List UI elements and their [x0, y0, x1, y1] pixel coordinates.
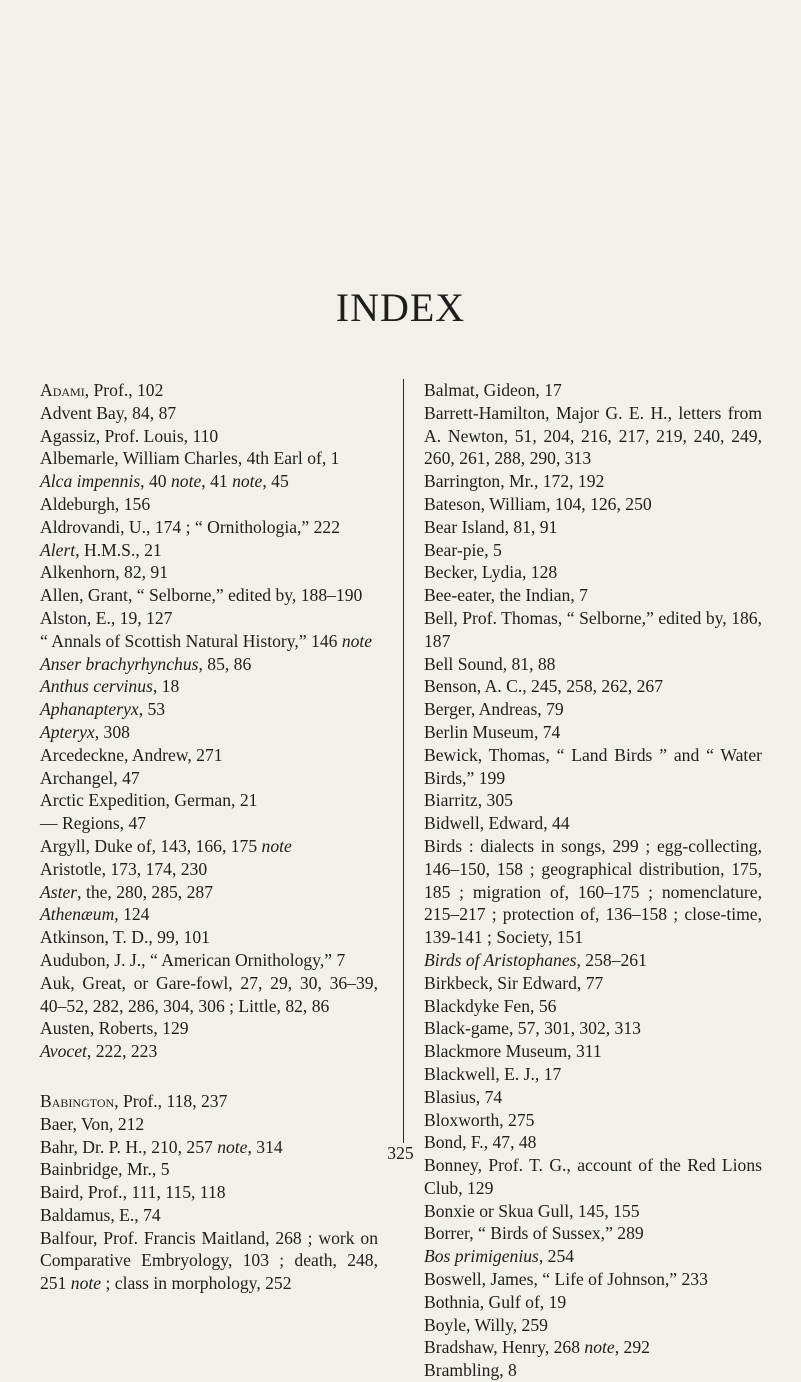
index-entry [40, 379, 378, 402]
index-entry [424, 402, 762, 470]
index-entry [40, 1017, 378, 1040]
index-italic-text: note [217, 1136, 248, 1157]
index-text: Black-game, 57, 301, 302, 313 [424, 1018, 641, 1039]
index-text: Aldrovandi, U., 174 ; “ Ornithologia,” 222 [40, 516, 341, 537]
index-text: Boswell, James, “ Life of Johnson,” 233 [424, 1269, 708, 1290]
index-entry [424, 379, 762, 402]
index-text: Arcedeckne, Andrew, 271 [40, 744, 223, 765]
index-entry [40, 1113, 378, 1136]
index-text: Alston, E., 19, 127 [40, 607, 173, 628]
index-entry [424, 1359, 762, 1382]
index-text: , Prof., 102 [84, 380, 164, 400]
index-text: Argyll, Duke of, 143, 166, 175 [40, 835, 262, 856]
index-entry [40, 835, 378, 858]
index-text: Balmat, Gideon, 17 [424, 380, 562, 400]
index-text: Barrett-Hamilton, Major G. E. H., letters from A. Newton, 51, 204, 216, 217, 219, 240, 249, 260, 261, 288, 290, 313 [424, 402, 762, 469]
index-italic-text: Anser brachyrhynchus [40, 653, 199, 674]
index-text: , H.M.S., 21 [75, 539, 162, 560]
index-italic-text: Anthus cervinus [40, 676, 153, 697]
index-text: Blackwell, E. J., 17 [424, 1063, 562, 1084]
index-italic-text: Aphanapteryx [40, 699, 139, 720]
index-text: Bradshaw, Henry, 268 [424, 1337, 585, 1358]
index-text: Audubon, J. J., “ American Ornithology,” 7 [40, 949, 346, 970]
index-entry [40, 630, 378, 653]
index-entry [424, 607, 762, 653]
index-entry [40, 881, 378, 904]
index-text: Bond, F., 47, 48 [424, 1132, 537, 1153]
page-title: INDEX [335, 285, 466, 330]
index-text: Bloxworth, 275 [424, 1109, 535, 1130]
index-text: , 314 [247, 1136, 283, 1157]
index-entry [40, 744, 378, 767]
index-italic-text: Bos primigenius [424, 1246, 539, 1267]
index-text: Aldeburgh, 156 [40, 493, 151, 514]
index-entry [424, 1086, 762, 1109]
index-entry [424, 539, 762, 562]
index-text: Balfour, Prof. Francis Maitland, 268 ; work on Comparative Embryology, 103 ; death, 248, 251 [40, 1227, 378, 1294]
index-text: Birkbeck, Sir Edward, 77 [424, 972, 604, 993]
index-entry [424, 744, 762, 790]
index-entry [40, 584, 378, 607]
index-entry [40, 1090, 378, 1113]
index-text: Bell, Prof. Thomas, “ Selborne,” edited by, 186, 187 [424, 607, 762, 651]
index-entry [424, 1245, 762, 1268]
index-text: Berger, Andreas, 79 [424, 699, 564, 720]
index-entry [40, 903, 378, 926]
page-number: 325 [387, 1143, 414, 1163]
index-text: , the, 280, 285, 287 [77, 881, 213, 902]
index-entry [424, 1336, 762, 1359]
index-text: Boyle, Willy, 259 [424, 1314, 548, 1335]
index-text: Austen, Roberts, 129 [40, 1018, 189, 1039]
index-text: Bothnia, Gulf of, 19 [424, 1291, 567, 1312]
index-text: Baer, Von, 212 [40, 1113, 145, 1134]
index-entry [40, 561, 378, 584]
index-entry [40, 425, 378, 448]
index-text: , 254 [538, 1246, 575, 1267]
index-entry [40, 1181, 378, 1204]
index-entry [424, 493, 762, 516]
index-entry [40, 493, 378, 516]
index-entry [424, 698, 762, 721]
index-text: Birds : dialects in songs, 299 ; egg-collecting, 146–150, 158 ; geographical distribution, 175, 185 ; migration of, 160–175 ; nomenclature, 215–217 ; protection of, 136–158 ; close-time, 139-141 ; Society, 151 [424, 835, 762, 948]
index-text: , 308 [94, 721, 130, 742]
index-entry [40, 972, 378, 1018]
index-text: Bear Island, 81, 91 [424, 516, 558, 537]
index-text: — Regions, 47 [40, 813, 147, 834]
column-divider [403, 379, 404, 1143]
index-text: Brambling, 8 [424, 1360, 517, 1381]
index-entry [424, 1063, 762, 1086]
index-entry [40, 858, 378, 881]
index-italic-text: note [170, 471, 202, 492]
index-text: Blackdyke Fen, 56 [424, 995, 557, 1016]
index-entry [424, 1040, 762, 1063]
index-text: , 85, 86 [198, 653, 252, 674]
index-entry [40, 1227, 378, 1295]
index-text: Bateson, William, 104, 126, 250 [424, 493, 652, 514]
index-text: Auk, Great, or Gare-fowl, 27, 29, 30, 36–39, 40–52, 282, 286, 304, 306 ; Little, 82, 86 [40, 972, 378, 1016]
index-entry [424, 675, 762, 698]
index-text: Bidwell, Edward, 44 [424, 813, 570, 834]
index-entry [40, 1204, 378, 1227]
index-text: Alkenhorn, 82, 91 [40, 562, 169, 583]
index-headword: Adami [40, 380, 85, 400]
index-italic-text: note [261, 835, 292, 856]
index-italic-text: note [584, 1337, 615, 1358]
index-text: “ Annals of Scottish Natural History,” 146 [40, 630, 342, 651]
index-entry [424, 972, 762, 995]
index-text: Bainbridge, Mr., 5 [40, 1159, 170, 1180]
index-text: , 41 [201, 471, 233, 492]
index-entry [40, 767, 378, 790]
index-italic-text: Alca impennis [40, 471, 141, 492]
index-text: Bear-pie, 5 [424, 539, 502, 560]
index-text: Baldamus, E., 74 [40, 1204, 161, 1225]
index-entry [40, 402, 378, 425]
index-entry [40, 949, 378, 972]
index-italic-text: Alert [40, 539, 76, 560]
index-entry [424, 835, 762, 949]
index-entry [40, 470, 378, 493]
index-entry [424, 1109, 762, 1132]
index-italic-text: Birds of Aristophanes [424, 949, 577, 970]
index-entry [424, 653, 762, 676]
index-text: Archangel, 47 [40, 767, 140, 788]
index-text: Blackmore Museum, 311 [424, 1041, 602, 1062]
index-italic-text: note [70, 1273, 102, 1294]
index-text: Blasius, 74 [424, 1086, 503, 1107]
index-text: , 53 [138, 699, 166, 720]
index-entry [424, 789, 762, 812]
index-text: , 292 [614, 1337, 650, 1358]
index-text: Albemarle, William Charles, 4th Earl of, 1 [40, 448, 340, 469]
index-entry [40, 1040, 378, 1063]
index-text: , 45 [262, 471, 289, 492]
index-text: Barrington, Mr., 172, 192 [424, 471, 605, 492]
index-text: , Prof., 118, 237 [114, 1090, 228, 1111]
index-entry [40, 447, 378, 470]
index-italic-text: Avocet [40, 1041, 87, 1062]
index-text: Bee-eater, the Indian, 7 [424, 585, 588, 606]
index-text: Bewick, Thomas, “ Land Birds ” and “ Water Birds,” 199 [424, 744, 762, 788]
index-entry [424, 1314, 762, 1337]
index-text: Bonney, Prof. T. G., account of the Red Lions Club, 129 [424, 1155, 762, 1198]
index-entry [424, 995, 762, 1018]
index-entry [40, 675, 378, 698]
index-text: Agassiz, Prof. Louis, 110 [40, 425, 219, 446]
index-entry [424, 721, 762, 744]
index-entry [40, 721, 378, 744]
index-text: Bonxie or Skua Gull, 145, 155 [424, 1200, 640, 1221]
index-headword: Babington [40, 1090, 115, 1111]
index-entry [424, 561, 762, 584]
index-text: Baird, Prof., 111, 115, 118 [40, 1182, 226, 1203]
index-entry [424, 516, 762, 539]
index-entry [40, 653, 378, 676]
index-entry [424, 812, 762, 835]
index-italic-text: note [232, 471, 263, 492]
index-entry [40, 926, 378, 949]
index-entry [40, 607, 378, 630]
index-italic-text: Apteryx [40, 721, 95, 742]
index-entry [40, 789, 378, 812]
index-entry [424, 1268, 762, 1291]
index-text: Biarritz, 305 [424, 790, 513, 811]
index-entry [424, 1222, 762, 1245]
index-text: Advent Bay, 84, 87 [40, 402, 177, 423]
index-text: Bahr, Dr. P. H., 210, 257 [40, 1136, 218, 1157]
index-entry [40, 539, 378, 562]
index-text: Benson, A. C., 245, 258, 262, 267 [424, 676, 663, 697]
index-text: Arctic Expedition, German, 21 [40, 790, 258, 811]
index-text: Bell Sound, 81, 88 [424, 653, 556, 674]
index-entry [424, 1200, 762, 1223]
index-entry [424, 1017, 762, 1040]
index-text: Berlin Museum, 74 [424, 721, 561, 742]
index-text: , 222, 223 [86, 1041, 158, 1062]
index-entry [424, 584, 762, 607]
index-italic-text: note [341, 630, 373, 651]
index-italic-text: Aster [40, 881, 78, 902]
index-text: ; class in morphology, 252 [101, 1273, 292, 1294]
index-italic-text: Athenæum [40, 904, 115, 925]
index-entry [424, 949, 762, 972]
index-entry [40, 698, 378, 721]
index-entry [40, 812, 378, 835]
index-text: Aristotle, 173, 174, 230 [40, 858, 208, 879]
index-text: Borrer, “ Birds of Sussex,” 289 [424, 1223, 644, 1244]
index-text: , 258–261 [576, 949, 647, 970]
index-text: Becker, Lydia, 128 [424, 562, 558, 583]
index-entry [424, 470, 762, 493]
index-text: , 40 [140, 471, 171, 492]
index-text: , 124 [114, 904, 150, 925]
index-text: , 18 [152, 676, 180, 697]
index-column-right [424, 379, 762, 1382]
index-entry [40, 516, 378, 539]
index-text: Allen, Grant, “ Selborne,” edited by, 188–190 [40, 585, 363, 606]
index-text: Atkinson, T. D., 99, 101 [40, 927, 210, 948]
index-entry [424, 1291, 762, 1314]
